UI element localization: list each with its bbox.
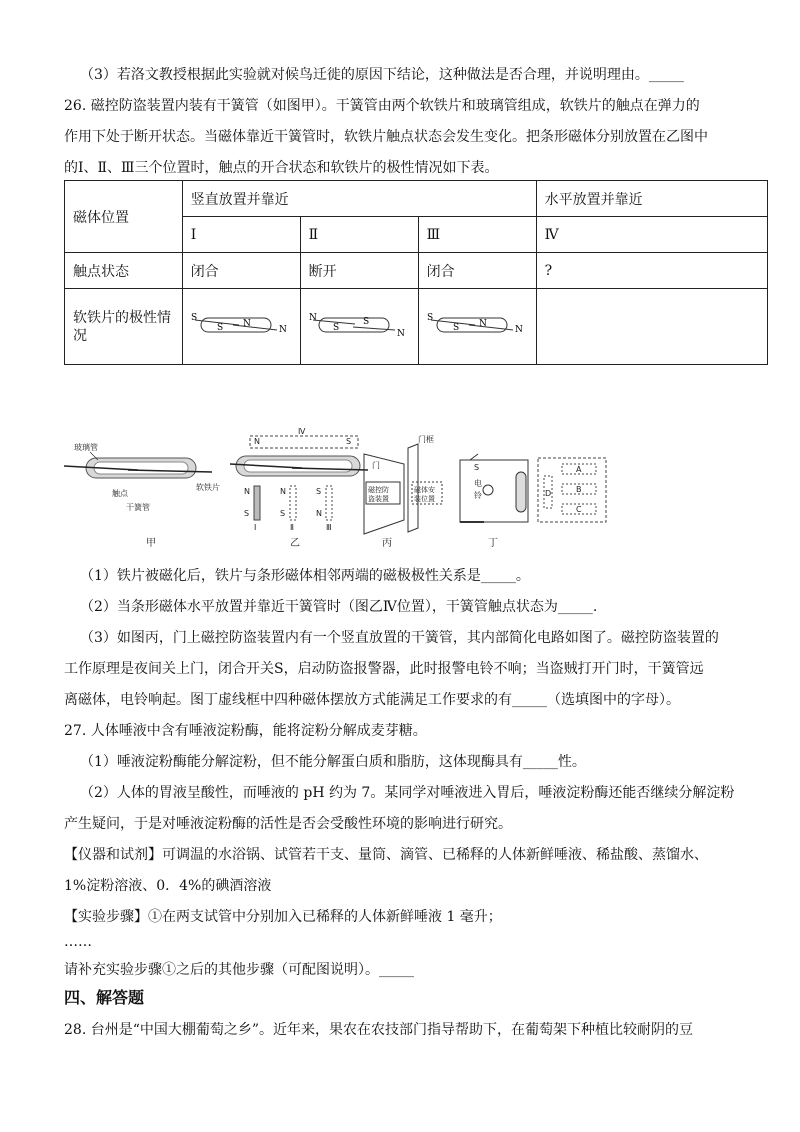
label-device: 磁控防: [368, 486, 389, 494]
label-soft-iron: 软铁片: [196, 483, 220, 492]
pole-label: N: [242, 318, 251, 329]
label-glass-tube: 玻璃管: [74, 443, 98, 452]
pole-label: S: [332, 322, 339, 333]
q27-steps: 【实验步骤】①在两支试管中分别加入已稀释的人体新鲜唾液 1 毫升；: [64, 909, 502, 925]
q27-reagents-line1: 【仪器和试剂】可调温的水浴锅、试管若干支、量筒、滴管、已稀释的人体新鲜唾液、稀盐酸、蒸馏水、: [64, 847, 708, 863]
contact-iv: ?: [536, 253, 767, 289]
q27-ellipsis: ……: [64, 934, 92, 950]
polarity-iv: [536, 289, 767, 365]
q27-intro: 27. 人体唾液中含有唾液淀粉酶，能将淀粉分解成麦芽糖。: [64, 723, 427, 739]
option-b: B: [576, 485, 582, 494]
q26-sub1: （1）铁片被磁化后，铁片与条形磁体相邻两端的磁极极性关系是_____。: [80, 568, 530, 584]
label-switch-s: S: [474, 463, 480, 472]
svg-text:N: N: [280, 487, 286, 496]
pole-label: N: [514, 324, 523, 335]
q27-sub2-line1: （2）人体的胃液呈酸性，而唾液的 pH 约为 7。某同学对唾液进入胃后，唾液淀粉酶还能否继续分解淀粉: [80, 785, 735, 801]
figure-ding: [460, 454, 528, 549]
caption-ding: 丁: [488, 538, 498, 549]
pos-iv: Ⅳ: [536, 217, 767, 253]
label-contact: 触点: [112, 489, 128, 498]
option-a: A: [576, 465, 582, 474]
contact-iii: 闭合: [418, 253, 536, 289]
figure-jia: [64, 442, 220, 549]
svg-text:盗装置: 盗装置: [368, 495, 389, 503]
pole-label: N: [278, 324, 287, 335]
q27-sub2-line2: 产生疑问，于是对唾液淀粉酶的活性是否会受酸性环境的影响进行研究。: [64, 816, 512, 832]
header-vertical: 竖直放置并靠近: [182, 181, 536, 217]
label-magnet-position: 磁体安: [414, 486, 435, 494]
polarity-i: [182, 289, 300, 365]
header-polarity: 软铁片的极性情况: [65, 289, 183, 365]
q26-intro-line1: 26. 磁控防盗装置内装有干簧管（如图甲）。干簧管由两个软铁片和玻璃管组成，软铁片的触点在弹力的: [64, 98, 700, 114]
q26-intro-line3: 的Ⅰ、Ⅱ、Ⅲ三个位置时，触点的开合状态和软铁片的极性情况如下表。: [64, 160, 499, 176]
figure-bing: [364, 434, 442, 549]
q26-sub3-line1: （3）如图丙，门上磁控防盗装置内有一个竖直放置的干簧管，其内部简化电路如图了。磁控防盗装置的: [80, 630, 719, 646]
q28-line1: 28. 台州是“中国大棚葡萄之乡”。近年来，果农在农技部门指导帮助下，在葡萄架下种植比较耐阴的豆: [64, 1022, 694, 1038]
pole-label: N: [478, 318, 487, 329]
header-contact-state: 触点状态: [65, 253, 183, 289]
svg-text:N: N: [244, 487, 250, 496]
pole-label: S: [190, 312, 197, 323]
svg-text:S: S: [316, 487, 322, 496]
header-horizontal: 水平放置并靠近: [536, 181, 767, 217]
label-door-frame: 门框: [418, 435, 434, 444]
label-bell: 电: [474, 479, 482, 488]
option-d: D: [545, 489, 552, 498]
svg-text:装位置: 装位置: [414, 495, 435, 503]
pos-i: I: [182, 217, 300, 253]
label-iv: Ⅳ: [298, 427, 306, 436]
label-iii: Ⅲ: [326, 523, 332, 532]
contact-i: 闭合: [182, 253, 300, 289]
pole-label: S: [426, 312, 433, 323]
svg-text:N: N: [316, 509, 322, 518]
pole-label: S: [216, 322, 223, 333]
q26-sub2: （2）当条形磁体水平放置并靠近干簧管时（图乙Ⅳ位置），干簧管触点状态为_____.: [80, 599, 598, 615]
q26-sub3-line2: 工作原理是夜间关上门，闭合开关S，启动防盗报警器，此时报警电铃不响；当盗贼打开门时，干簧管远: [64, 661, 704, 677]
pos-ii: Ⅱ: [300, 217, 418, 253]
svg-text:S: S: [280, 509, 286, 518]
q25-sub3: （3）若洛文教授根据此实验就对候鸟迁徙的原因下结论，这种做法是否合理，并说明理由。_____: [80, 67, 684, 83]
reed-switch-diagram: [427, 310, 527, 340]
caption-bing: 丙: [382, 538, 392, 549]
label-ii: Ⅱ: [290, 523, 294, 532]
polarity-ii: [300, 289, 418, 365]
reed-switch-figures: [64, 424, 624, 552]
figure-yi: [230, 427, 368, 549]
reed-switch-diagram: [191, 310, 291, 340]
label-s: S: [346, 437, 352, 446]
svg-text:铃: 铃: [474, 491, 482, 500]
q26-intro-line2: 作用下处于断开状态。当磁体靠近干簧管时，软铁片触点状态会发生变化。把条形磁体分别放置在乙图中: [64, 129, 708, 145]
label-n: N: [254, 437, 260, 446]
pole-label: S: [452, 322, 459, 333]
section-heading: 四、解答题: [64, 988, 145, 1007]
svg-text:S: S: [244, 509, 250, 518]
q26-sub3-line3: 离磁体，电铃响起。图丁虚线框中四种磁体摆放方式能满足工作要求的有_____（选填图中的字母）。: [64, 692, 680, 708]
header-magnet-position: 磁体位置: [65, 181, 183, 253]
pole-label: S: [362, 316, 369, 327]
pole-label: N: [396, 328, 405, 339]
label-reed-switch: 干簧管: [126, 503, 150, 512]
reed-switch-diagram: [309, 310, 409, 340]
q27-reagents-line2: 1%淀粉溶液、0．4%的碘酒溶液: [64, 878, 272, 894]
label-i: Ⅰ: [254, 523, 257, 532]
contact-ii: 断开: [300, 253, 418, 289]
label-door: 门: [372, 461, 380, 470]
caption-yi: 乙: [290, 538, 300, 549]
caption-jia: 甲: [146, 538, 156, 549]
q27-prompt: 请补充实验步骤①之后的其他步骤（可配图说明）。_____: [64, 962, 414, 978]
magnet-table: [64, 180, 768, 365]
pole-label: N: [308, 312, 317, 323]
q27-sub1: （1）唾液淀粉酶能分解淀粉，但不能分解蛋白质和脂肪，这体现酶具有_____性。: [80, 754, 586, 770]
pos-iii: Ⅲ: [418, 217, 536, 253]
option-c: C: [576, 505, 582, 514]
magnet-options-box: [538, 458, 606, 522]
polarity-iii: [418, 289, 536, 365]
